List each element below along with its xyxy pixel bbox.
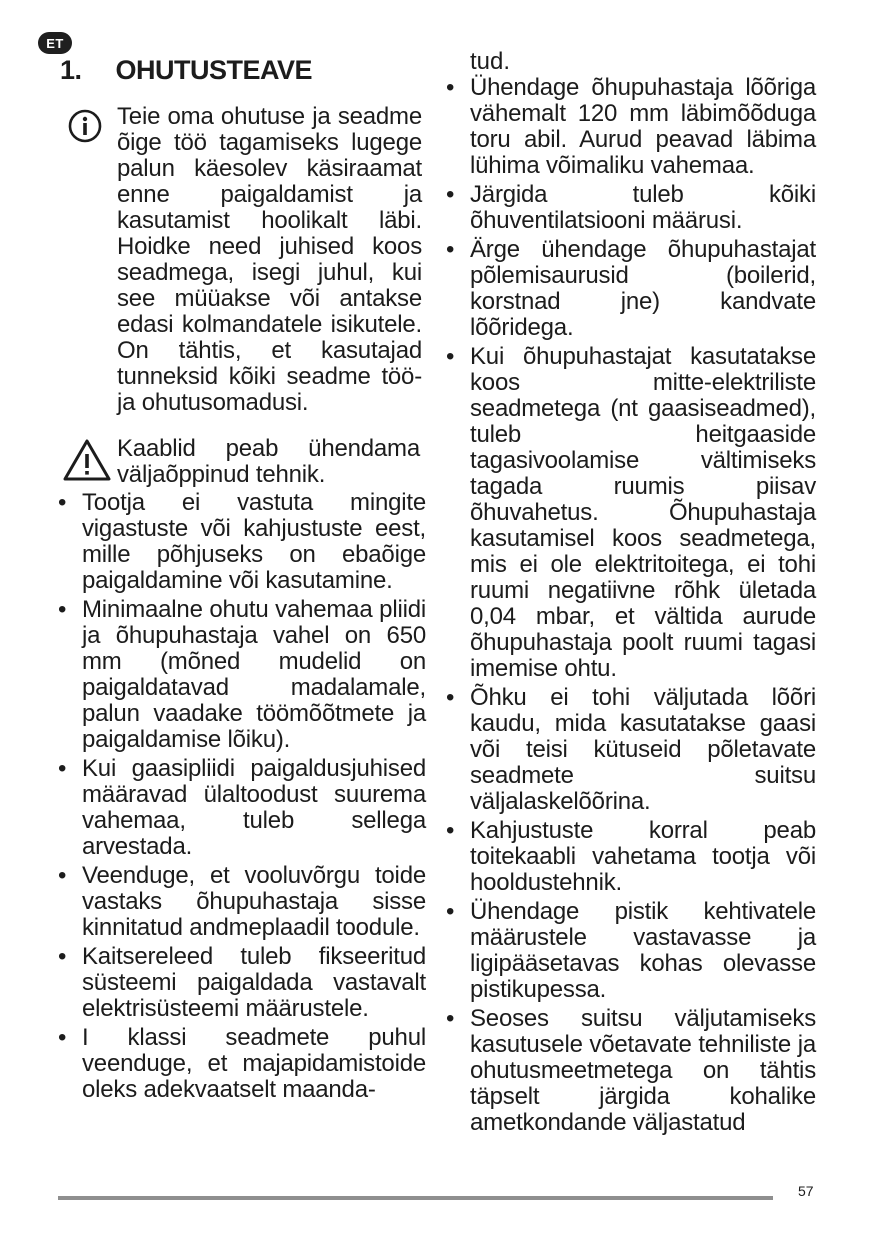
- warning-notice: [62, 436, 426, 488]
- continued-text: tud.: [470, 48, 511, 75]
- list-item: • I klassi seadmete puhul veenduge, et majapidamistoide oleks adekvaatselt maanda-: [58, 1024, 426, 1103]
- list-item: • Kui õhupuhastajat kasutatakse koos mitte-elektriliste seadmetega (nt gaasiseadmed), tuleb heitgaaside tagasivoolamise vältimiseks tagada ruumis piisav õhuvahetus. Õhupuhastaja kasutamisel koos seadmetega, mis ei ole elektritoitega, ei tohi ruumi negatiivne rõhk ületada 0,04 mbar, et vältida aurude õhupuhastaja poolt ruumi tagasi imemise ohtu.: [446, 343, 816, 682]
- page-number: 57: [798, 1183, 814, 1199]
- list-item: • Ühendage pistik kehtivatele määrustele vastavasse ja ligipääsetavas kohas olevasse pistikupessa.: [446, 898, 816, 1003]
- info-notice: [68, 104, 426, 416]
- section-title: OHUTUSTEAVE: [115, 55, 313, 85]
- list-item: • Ärge ühendage õhupuhastajat põlemisaurusid (boilerid, korstnad jne) kandvate lõõridega.: [446, 236, 816, 341]
- list-item: • Tootja ei vastuta mingite vigastuste või kahjustuste eest, mille põhjuseks on ebaõige paigaldamine või kasutamine.: [58, 489, 426, 594]
- list-item: • Seoses suitsu väljutamiseks kasutusele võetavate tehniliste ja ohutusmeetmetega on tähtis täpselt järgida kohalike ametkondande väljastatud: [446, 1005, 816, 1136]
- info-notice-text: Teie oma ohutuse ja seadme õige töö tagamiseks lugege palun käesolev käsiraamat enne paigaldamist ja kasutamist hoolikalt läbi. Hoidke need juhised koos seadmega, isegi juhul, kui see müüakse või antakse edasi kolmandatele isikutele. On tähtis, et kasutajad tunneksid kõiki seadme töö- ja ohutusomadusi.: [117, 103, 422, 416]
- warning-icon: [62, 438, 112, 482]
- list-item: • Kahjustuste korral peab toitekaabli vahetama tootja või hooldustehnik.: [446, 817, 816, 896]
- list-item: • Ühendage õhupuhastaja lõõriga vähemalt 120 mm läbimõõduga toru abil. Aurud peavad läbima lühima võimaliku vahemaa.: [446, 74, 816, 179]
- left-bullet-list: [58, 490, 426, 1106]
- language-badge: ET: [38, 32, 72, 54]
- list-item: • Õhku ei tohi väljutada lõõri kaudu, mida kasutatakse gaasi või teisi kütuseid põletavate seadmete suitsu väljalaskelõõrina.: [446, 684, 816, 815]
- warning-notice-text: Kaablid peab ühendama väljaõppinud tehnik.: [117, 435, 420, 488]
- footer-rule: [58, 1196, 773, 1200]
- right-bullet-list: [446, 49, 816, 1139]
- list-item: • Veenduge, et vooluvõrgu toide vastaks õhupuhastaja sisse kinnitatud andmeplaadil toodule.: [58, 862, 426, 941]
- list-item: • Minimaalne ohutu vahemaa pliidi ja õhupuhastaja vahel on 650 mm (mõned mudelid on paigaldatavad madalamale, palun vaadake töömõõtmete ja paigaldamise lõiku).: [58, 596, 426, 753]
- section-heading: [60, 55, 312, 86]
- list-item: • Kaitsereleed tuleb fikseeritud süsteemi paigaldada vastavalt elektrisüsteemi määrustele.: [58, 943, 426, 1022]
- info-icon: [68, 109, 102, 143]
- list-item: • Kui gaasipliidi paigaldusjuhised määravad ülaltoodust suurema vahemaa, tuleb sellega arvestada.: [58, 755, 426, 860]
- section-number: 1.: [60, 55, 82, 85]
- list-item: • Järgida tuleb kõiki õhuventilatsiooni määrusi.: [446, 181, 816, 234]
